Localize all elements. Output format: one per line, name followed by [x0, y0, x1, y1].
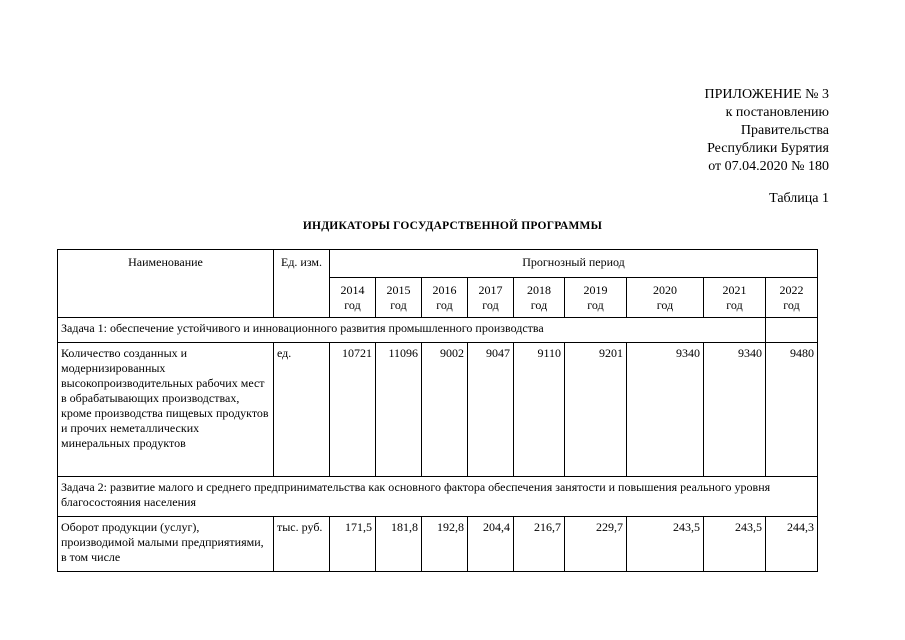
- year-header: 2020 год: [627, 278, 704, 318]
- table-number: Таблица 1: [769, 191, 829, 206]
- value-cell: 243,5: [627, 517, 704, 572]
- value-cell: 181,8: [376, 517, 422, 572]
- appendix-line: ПРИЛОЖЕНИЕ № 3: [704, 87, 829, 102]
- document-title: ИНДИКАТОРЫ ГОСУДАРСТВЕННОЙ ПРОГРАММЫ: [302, 220, 603, 232]
- indicator-name: Оборот продукции (услуг), производимой малыми предприятиями, в том числе: [58, 517, 274, 572]
- year-header: 2014 год: [330, 278, 376, 318]
- value-cell: 244,3: [766, 517, 818, 572]
- empty-cell: [766, 318, 818, 343]
- header-name: Наименование: [58, 250, 274, 318]
- task-row: Задача 2: развитие малого и среднего предпринимательства как основного фактора обеспечения занятости и повышения реального уровня благосостояния населения: [58, 477, 818, 517]
- year-header: 2017 год: [468, 278, 514, 318]
- indicator-unit: тыс. руб.: [274, 517, 330, 572]
- year-header: 2019 год: [565, 278, 627, 318]
- value-cell: 229,7: [565, 517, 627, 572]
- appendix-line: к постановлению: [725, 105, 829, 120]
- value-cell: 9480: [766, 343, 818, 477]
- indicator-unit: ед.: [274, 343, 330, 477]
- appendix-block: [705, 86, 830, 176]
- value-cell: 171,5: [330, 517, 376, 572]
- appendix-line: от 07.04.2020 № 180: [708, 159, 829, 174]
- header-unit: Ед. изм.: [274, 250, 330, 318]
- year-header: 2021 год: [704, 278, 766, 318]
- value-cell: 11096: [376, 343, 422, 477]
- year-header: 2022 год: [766, 278, 818, 318]
- header-period: Прогнозный период: [330, 250, 818, 278]
- indicator-name: Количество созданных и модернизированных высокопроизводительных рабочих мест в обрабатывающих производствах, кроме производства пищевых продуктов и прочих неметаллических минеральных продуктов: [58, 343, 274, 477]
- appendix-line: Республики Бурятия: [707, 141, 829, 156]
- value-cell: 9201: [565, 343, 627, 477]
- value-cell: 10721: [330, 343, 376, 477]
- value-cell: 243,5: [704, 517, 766, 572]
- year-header: 2016 год: [422, 278, 468, 318]
- value-cell: 9340: [627, 343, 704, 477]
- appendix-line: Правительства: [740, 123, 829, 138]
- task-row: Задача 1: обеспечение устойчивого и инновационного развития промышленного производства: [58, 318, 766, 343]
- value-cell: 9047: [468, 343, 514, 477]
- indicators-table: [57, 249, 818, 572]
- value-cell: 204,4: [468, 517, 514, 572]
- value-cell: 9110: [514, 343, 565, 477]
- value-cell: 9002: [422, 343, 468, 477]
- value-cell: 192,8: [422, 517, 468, 572]
- value-cell: 9340: [704, 343, 766, 477]
- year-header: 2018 год: [514, 278, 565, 318]
- year-header: 2015 год: [376, 278, 422, 318]
- value-cell: 216,7: [514, 517, 565, 572]
